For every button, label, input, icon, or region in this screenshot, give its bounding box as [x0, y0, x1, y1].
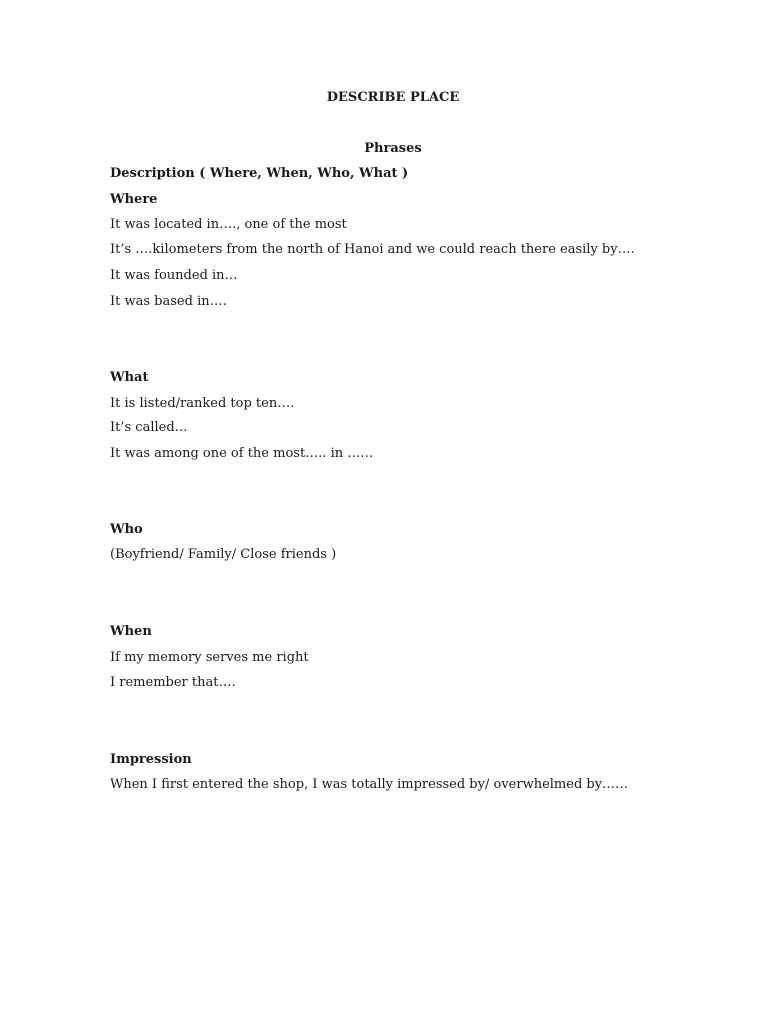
- section-heading-what: What: [110, 370, 149, 385]
- where-line: It was located in…., one of the most: [110, 217, 347, 232]
- where-line: It was based in….: [110, 294, 227, 309]
- impression-line: When I first entered the shop, I was totally impressed by/ overwhelmed by……: [110, 777, 629, 792]
- what-line: It was among one of the most….. in ……: [110, 446, 374, 461]
- intro-heading: Description ( Where, When, Who, What ): [110, 166, 409, 181]
- when-line: I remember that….: [110, 675, 236, 690]
- who-line: (Boyfriend/ Family/ Close friends ): [110, 547, 337, 562]
- when-line: If my memory serves me right: [110, 650, 309, 665]
- what-line: It is listed/ranked top ten….: [110, 396, 295, 411]
- where-line: It was founded in…: [110, 268, 238, 283]
- section-heading-impression: Impression: [110, 752, 192, 767]
- section-heading-who: Who: [110, 522, 143, 537]
- document-title: DESCRIBE PLACE: [326, 90, 460, 105]
- section-heading-when: When: [110, 624, 152, 639]
- document-subtitle: Phrases: [364, 141, 422, 156]
- what-line: It’s called…: [110, 420, 188, 435]
- section-heading-where: Where: [110, 192, 158, 207]
- where-line: It’s ….kilometers from the north of Hanoi and we could reach there easily by….: [110, 242, 635, 257]
